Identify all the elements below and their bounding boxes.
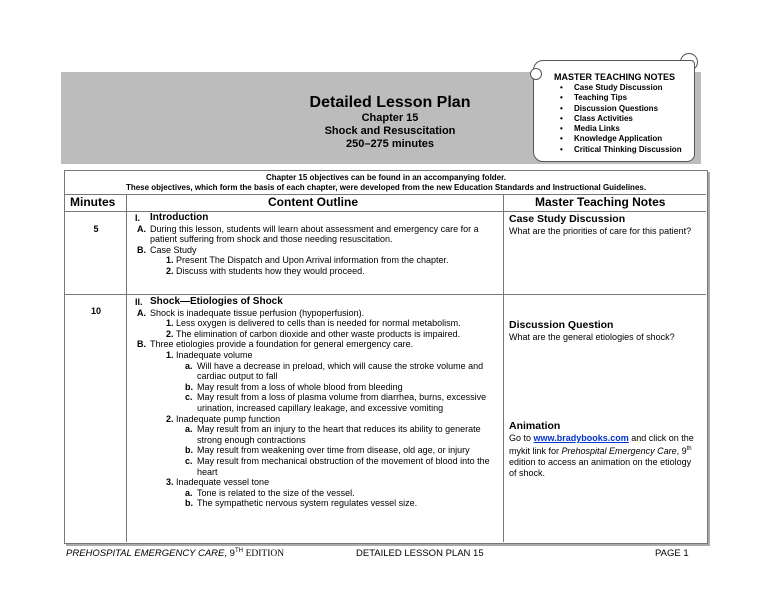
list-item: • Teaching Tips	[574, 93, 694, 103]
outline-text: May result from weakening over time from disease, old age, or injury	[197, 445, 470, 456]
book-title: Prehospital Emergency Care	[561, 446, 677, 456]
outline-number: 3.	[166, 477, 174, 488]
list-item: • Knowledge Application	[574, 134, 694, 144]
note-text-part: and click on the mykit link for	[509, 433, 694, 456]
teaching-notes-title: MASTER TEACHING NOTES	[554, 72, 676, 82]
note-title: Discussion Question	[509, 319, 614, 331]
outline-text: The sympathetic nervous system regulates vessel size.	[197, 498, 418, 509]
teaching-notes-list	[534, 83, 694, 155]
outline-text: Inadequate vessel tone	[176, 477, 270, 488]
outline-number: 2.	[166, 265, 174, 276]
objectives-note	[68, 173, 704, 193]
note-title: Case Study Discussion	[509, 213, 626, 225]
scroll-curl-bottom-icon	[530, 68, 542, 80]
chapter-subtitle: Shock and Resuscitation	[324, 125, 456, 137]
outline-section-1	[135, 213, 500, 277]
outline-number: II.	[135, 297, 143, 307]
note-text-part: Go to	[509, 433, 532, 443]
outline-text: May result from mechanical obstruction of the movement of blood into the heart	[197, 455, 490, 477]
outline-number: 2.	[166, 328, 174, 339]
title-block	[290, 94, 490, 151]
footer-edition-number: 9	[229, 548, 235, 560]
outline-text: May result from a loss of plasma volume from diarrhea, burns, excessive urination, increased capillary leakage, and excessive vomiting	[197, 392, 487, 413]
note-text: Go to www.bradybooks.com and click on the mykit link for Prehospital Emergency Care, 9th edition to access an animation on the etiology of shock.	[509, 433, 694, 478]
page-title: Detailed Lesson Plan	[309, 94, 471, 111]
outline-text: Inadequate pump function	[176, 413, 281, 424]
note-text-part: edition to access an animation on the etiology of shock.	[509, 457, 692, 478]
teaching-notes-scroll	[533, 60, 695, 162]
list-item: • Class Activities	[574, 114, 694, 124]
column-header-notes: Master Teaching Notes	[535, 195, 666, 209]
footer-page-number: PAGE 1	[655, 548, 689, 559]
outline-text: Will have a decrease in preload, which will cause the stroke volume and cardiac output to fall	[197, 360, 484, 382]
list-item: • Media Links	[574, 124, 694, 134]
outline-number: A.	[137, 307, 146, 318]
outline-number: c.	[185, 455, 193, 466]
outline-number: b.	[185, 381, 193, 392]
notes-case-study	[509, 213, 699, 237]
note-text: What are the priorities of care for this patient?	[509, 226, 692, 236]
divider	[64, 294, 706, 295]
footer-edition-word: EDITION	[245, 549, 285, 560]
objectives-line-1: Chapter 15 objectives can be found in an accompanying folder.	[265, 173, 507, 182]
outline-number: B.	[137, 244, 146, 255]
note-text: What are the general etiologies of shock?	[509, 332, 675, 342]
footer-book: PREHOSPITAL EMERGENCY CARE, 9TH EDITION	[66, 548, 285, 560]
divider	[503, 195, 504, 542]
objectives-line-2: These objectives, which form the basis of each chapter, were developed from the new Education Standards and Instructional Guidelines.	[125, 183, 647, 192]
edition-suffix: th	[686, 446, 692, 452]
outline-text: Case Study	[150, 244, 197, 255]
outline-number: 2.	[166, 413, 174, 424]
notes-animation	[509, 420, 699, 479]
outline-text: May result from an injury to the heart that reduces its ability to generate strong enough contractions	[197, 424, 481, 445]
outline-text: The elimination of carbon dioxide and other waste products is impaired.	[176, 328, 461, 339]
outline-number: b.	[185, 445, 193, 456]
outline-number: a.	[185, 424, 193, 435]
outline-number: a.	[185, 360, 193, 371]
list-item: • Critical Thinking Discussion	[574, 145, 694, 155]
divider	[126, 195, 127, 542]
list-item: • Case Study Discussion	[574, 83, 694, 93]
outline-number: A.	[137, 223, 146, 234]
bradybooks-link[interactable]: www.bradybooks.com	[533, 433, 629, 443]
outline-number: B.	[137, 339, 146, 350]
section-title: Shock—Etiologies of Shock	[150, 296, 283, 307]
duration: 250–275 minutes	[345, 138, 435, 150]
notes-discussion-question	[509, 319, 699, 343]
edition-number: 9	[681, 446, 687, 456]
outline-text: Present The Dispatch and Upon Arrival information from the chapter.	[176, 255, 449, 266]
column-header-minutes: Minutes	[70, 195, 116, 209]
note-title: Animation	[509, 420, 561, 432]
outline-number: 1.	[166, 318, 174, 329]
outline-number: 1.	[166, 349, 174, 360]
outline-text: Less oxygen is delivered to cells than is needed for normal metabolism.	[176, 318, 461, 329]
footer-edition-suffix: TH	[234, 548, 243, 554]
outline-text: Inadequate volume	[176, 349, 253, 360]
chapter-label: Chapter 15	[361, 112, 419, 124]
outline-text: Tone is related to the size of the vessel.	[197, 487, 355, 498]
outline-section-2	[135, 297, 500, 509]
outline-text: May result from a loss of whole blood from bleeding	[197, 381, 403, 392]
outline-number: c.	[185, 392, 193, 403]
outline-text: During this lesson, students will learn about assessment and emergency care for a patient suffering from shock and those needing resuscitation.	[150, 223, 479, 245]
outline-number: b.	[185, 498, 193, 509]
outline-number: a.	[185, 487, 193, 498]
outline-text: Three etiologies provide a foundation for general emergency care.	[150, 339, 414, 350]
row-minutes: 5	[93, 224, 99, 234]
section-title: Introduction	[150, 212, 209, 223]
outline-number: 1.	[166, 255, 174, 266]
outline-number: I.	[135, 213, 141, 223]
list-item: • Discussion Questions	[574, 104, 694, 114]
row-minutes: 10	[90, 306, 101, 316]
column-header-outline: Content Outline	[268, 195, 358, 209]
footer-book-title: PREHOSPITAL EMERGENCY CARE	[66, 548, 225, 560]
footer-center: DETAILED LESSON PLAN 15	[356, 548, 484, 559]
outline-text: Discuss with students how they would proceed.	[176, 265, 365, 276]
outline-text: Shock is inadequate tissue perfusion (hypoperfusion).	[150, 307, 365, 318]
